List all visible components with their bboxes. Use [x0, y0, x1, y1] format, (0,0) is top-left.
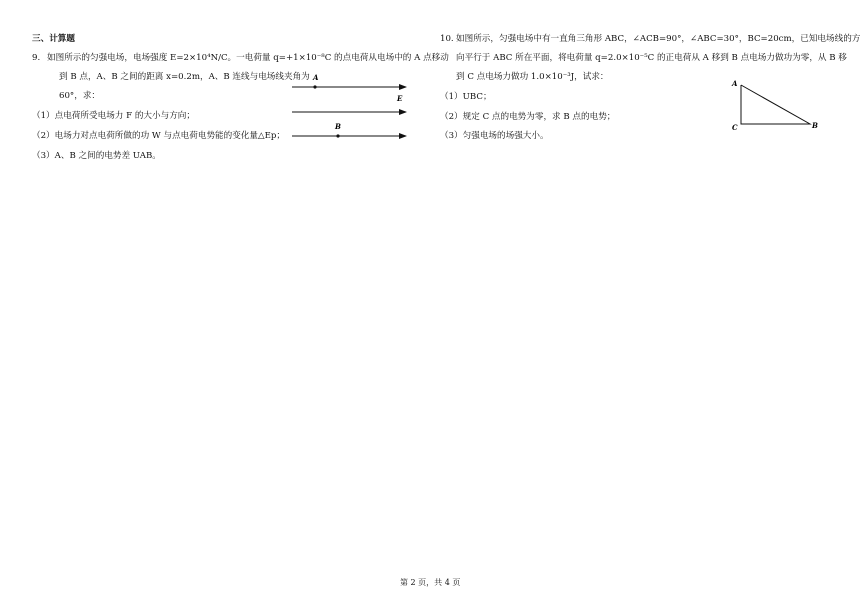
label-a: A: [313, 73, 319, 82]
point-a: [313, 85, 316, 88]
question-text-line: 如图所示的匀强电场，电场强度 E=2×10⁴N/C。一电荷量 q=+1×10⁻⁸C 的点电荷从电场中的 A 点移动: [47, 53, 449, 63]
triangle-figure: [728, 77, 828, 137]
label-c: C: [732, 123, 738, 132]
subquestion-3: （3）A、B 之间的电势差 UAB。: [32, 151, 161, 161]
label-b: B: [335, 122, 341, 131]
subquestion-1: （1）点电荷所受电场力 F 的大小与方向；: [32, 111, 195, 121]
subquestion-2: （2）规定 C 点的电势为零，求 B 点的电势；: [440, 112, 616, 122]
subquestion-2: （2）电场力对点电荷所做的功 W 与点电荷电势能的变化量△Ep；: [32, 131, 285, 141]
question-text-line: 到 C 点电场力做功 1.0×10⁻³J，试求：: [456, 72, 609, 82]
label-e: E: [397, 94, 403, 103]
section-title: 三、计算题: [32, 34, 75, 44]
subquestion-1: （1）UBC；: [440, 92, 492, 102]
question-text-line: 60°，求：: [59, 91, 101, 101]
page-footer: 第 2 页，共 4 页: [400, 578, 461, 587]
label-b: B: [812, 121, 818, 130]
question-text-line: 如图所示，匀强电场中有一直角三角形 ABC，∠ACB=90°，∠ABC=30°，BC=20cm，已知电场线的方: [456, 34, 860, 44]
subquestion-3: （3）匀强电场的场强大小。: [440, 131, 549, 141]
question-number: 10.: [440, 34, 454, 44]
label-a: A: [732, 79, 738, 88]
triangle-abc: [741, 85, 810, 124]
question-text-line: 到 B 点，A、B 之间的距离 x=0.2m，A、B 连线与电场线夹角为: [59, 72, 310, 82]
field-lines-figure: [290, 72, 420, 142]
question-text-line: 向平行于 ABC 所在平面，将电荷量 q=2.0×10⁻⁵C 的正电荷从 A 移到 B 点电场力做功为零，从 B 移: [456, 53, 847, 63]
point-b: [336, 134, 339, 137]
question-number: 9.: [32, 53, 41, 63]
